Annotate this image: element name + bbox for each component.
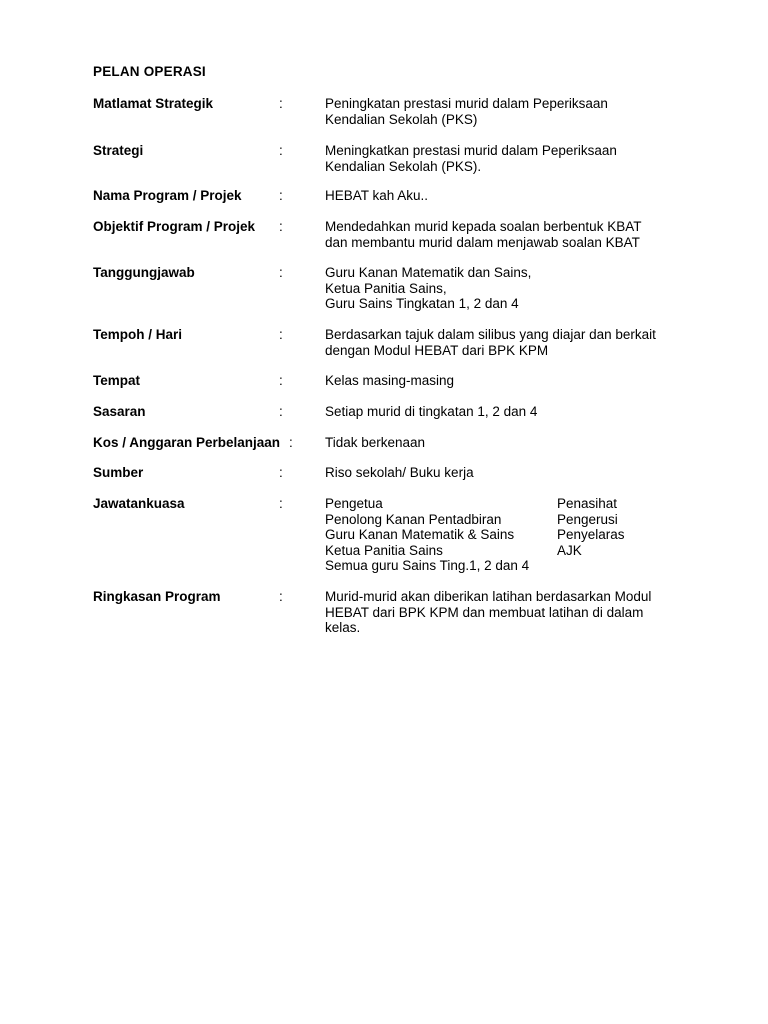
field-value-line: Berdasarkan tajuk dalam silibus yang diajar dan berkait [325,327,656,342]
committee-member-role: Pengerusi [557,511,618,527]
field-value-line: Riso sekolah/ Buku kerja [325,465,474,480]
field-value [325,435,695,451]
field-value [325,143,695,174]
field-label: Nama Program / Projek [93,188,242,203]
committee-member-name: Semua guru Sains Ting.1, 2 dan 4 [325,558,530,574]
field-value-line: HEBAT dari BPK KPM dan membuat latihan di dalam [325,604,644,620]
field-label: Kos / Anggaran Perbelanjaan [93,435,281,450]
committee-member-name: Penolong Kanan Pentadbiran [325,511,502,527]
field-label: Sasaran [93,404,146,419]
field-value-line: Murid-murid akan diberikan latihan berdasarkan Modul [325,589,652,604]
committee-member [325,543,685,559]
field-value-line: Meningkatkan prestasi murid dalam Peperiksaan [325,143,617,158]
field-value-line: Kelas masing-masing [325,373,455,388]
committee-member-name: Pengetua [325,496,383,511]
field-colon: : [279,373,283,388]
field-colon: : [279,404,283,419]
committee-member [325,512,685,528]
committee-member-role: Penyelaras [557,527,625,543]
field-label: Tempoh / Hari [93,327,183,342]
committee-member-name: Guru Kanan Matematik & Sains [325,527,515,543]
field-label: Sumber [93,465,144,480]
committee-member-name: Ketua Panitia Sains [325,542,443,558]
field-value-line: Setiap murid di tingkatan 1, 2 dan 4 [325,404,538,419]
field-colon: : [279,96,283,111]
field-value-line: kelas. [325,620,361,636]
field-value-line: Peningkatan prestasi murid dalam Peperiksaan [325,96,608,111]
field-value [325,373,695,389]
field-value-line: Guru Kanan Matematik dan Sains, [325,265,532,280]
committee-member-role: Penasihat [557,496,618,511]
field-label: Objektif Program / Projek [93,219,256,234]
field-value [325,219,695,250]
field-colon: : [279,265,283,280]
field-label: Ringkasan Program [93,589,221,604]
field-value-line: Mendedahkan murid kepada soalan berbentuk KBAT [325,219,642,234]
field-colon: : [279,219,283,234]
document-title: PELAN OPERASI [93,64,206,79]
field-value-line: dan membantu murid dalam menjawab soalan KBAT [325,234,640,250]
field-value [325,188,695,204]
field-colon: : [279,465,283,480]
field-value [325,327,695,358]
field-value-line: dengan Modul HEBAT dari BPK KPM [325,342,549,358]
field-value-line: Kendalian Sekolah (PKS) [325,111,478,127]
committee-member [325,496,685,512]
field-value [325,589,695,636]
field-value [325,265,695,312]
field-colon: : [279,143,283,158]
field-label: Tempat [93,373,141,388]
field-label: Strategi [93,143,144,158]
field-value [325,96,695,127]
committee-list [325,496,685,574]
field-value-line: Guru Sains Tingkatan 1, 2 dan 4 [325,296,519,312]
committee-member-role: AJK [557,542,582,558]
field-label: Tanggungjawab [93,265,195,280]
field-label: Matlamat Strategik [93,96,214,111]
field-value [325,465,695,481]
field-value-line: Ketua Panitia Sains, [325,280,447,296]
committee-member [325,558,685,574]
field-colon: : [279,589,283,604]
field-colon: : [279,188,283,203]
field-value-line: Tidak berkenaan [325,435,426,450]
committee-member [325,527,685,543]
field-label: Jawatankuasa [93,496,185,511]
field-colon: : [279,327,283,342]
field-value [325,404,695,420]
field-value-line: Kendalian Sekolah (PKS). [325,158,482,174]
field-value-line: HEBAT kah Aku.. [325,188,429,203]
field-colon: : [289,435,293,450]
field-colon: : [279,496,283,511]
